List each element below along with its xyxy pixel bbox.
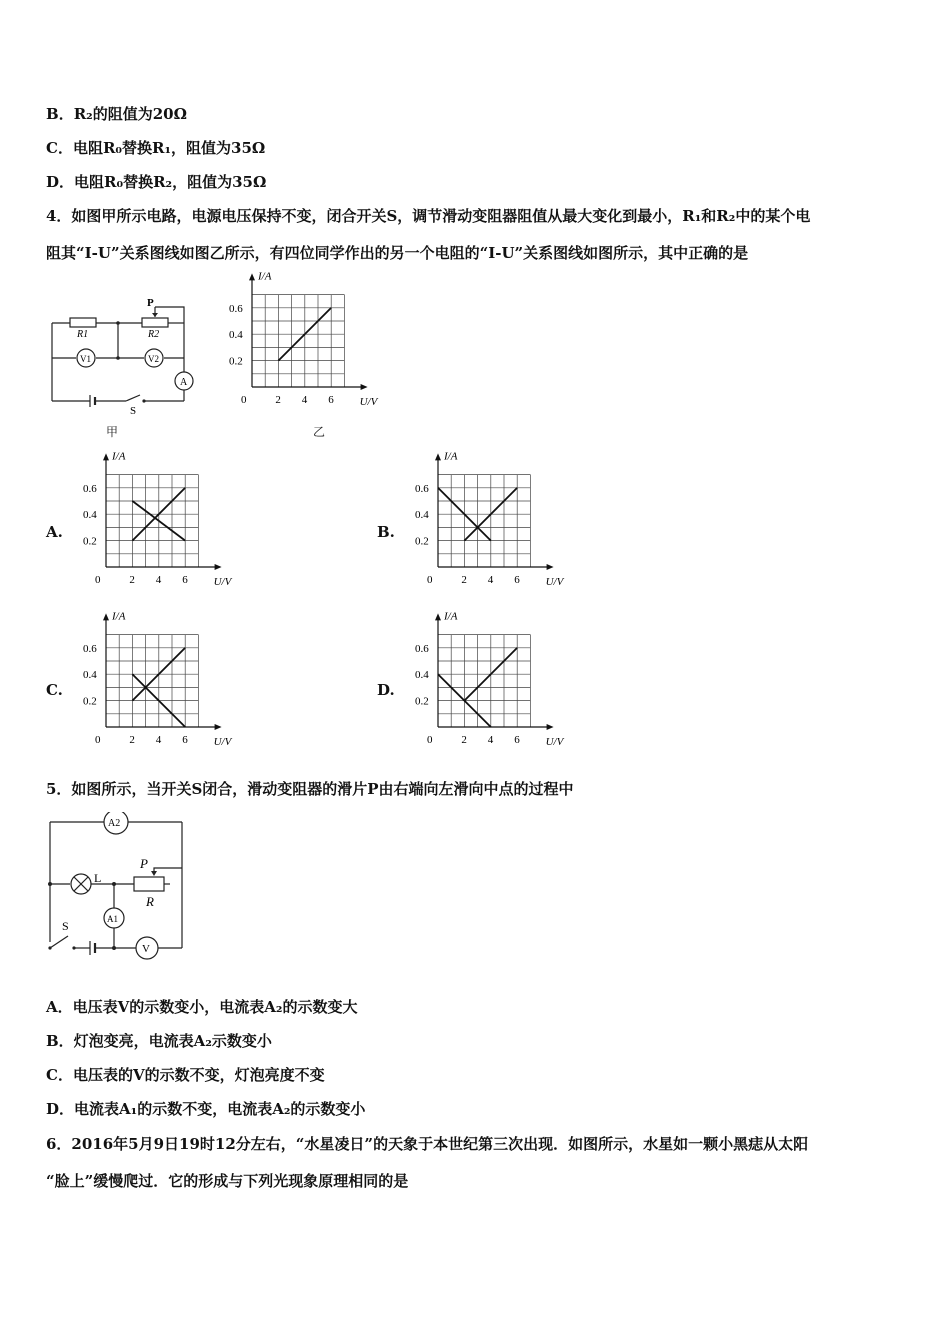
x-tick-label: 0 [95,574,101,586]
x-axis-label: U/V [545,736,564,748]
q4-option-d-label: D. [377,681,395,699]
label-v1: V1 [80,354,91,364]
x-tick-label: 6 [182,574,188,586]
x-tick-label: 0 [95,734,101,746]
iu-chart-C [80,612,240,752]
q4-stem-line2: 阻其“I-U”关系图线如图乙所示，有四位同学作出的另一个电阻的“I-U”关系图线如图所示，其中正确的是 [46,244,749,262]
y-tick-label: 0.2 [415,535,429,548]
q4-option-a-label: A. [46,523,63,541]
y-axis-label: I/A [258,272,272,283]
label-v: V [142,943,150,955]
label-s: S [62,919,69,933]
label-v2: V2 [148,354,159,364]
y-tick-label: 0.6 [415,482,429,495]
label-r1: R1 [77,329,89,340]
y-axis-arrow [103,613,109,620]
x-tick-label: 6 [514,734,520,746]
label-l: L [94,871,102,885]
x-axis-arrow [547,724,554,730]
y-axis-label: I/A [112,612,126,623]
y-tick-label: 0.2 [83,695,97,708]
iu-chart-D [412,612,572,752]
label-r2: R2 [148,329,160,340]
circuit-q5 [42,812,187,962]
q5-option-b: B．灯泡变亮，电流表A₂示数变小 [46,1032,272,1050]
x-axis-label: U/V [359,396,378,408]
q6-stem-line2: “脸上”缓慢爬过．它的形成与下列光现象原理相同的是 [46,1172,409,1190]
y-axis-arrow [103,453,109,460]
x-tick-label: 6 [182,734,188,746]
x-tick-label: 2 [461,574,467,586]
x-axis-arrow [215,564,222,570]
q4-option-c-label: C. [46,681,63,699]
q3-option-d: D．电阻R₀替换R₂，阻值为35Ω [46,173,267,191]
y-axis-label: I/A [444,612,458,623]
x-tick-label: 0 [427,734,433,746]
y-tick-label: 0.4 [415,509,429,522]
q6-stem-line1: 6．2016年5月9日19时12分左右，“水星凌日”的天象于本世纪第三次出现．如图所示，水星如一颗小黑痣从太阳 [46,1135,809,1153]
y-tick-label: 0.6 [83,642,97,655]
label-a: A [180,377,188,388]
q3-option-b: B．R₂的阻值为20Ω [46,105,187,123]
q4-option-b-label: B. [377,523,395,541]
y-axis-label: I/A [112,452,126,463]
y-tick-label: 0.4 [83,509,97,522]
q3-option-c: C．电阻R₀替换R₁，阻值为35Ω [46,139,266,157]
x-tick-label: 0 [427,574,433,586]
x-tick-label: 6 [514,574,520,586]
label-p: P [147,297,154,309]
label-s: S [130,405,137,416]
label-p: P [140,856,148,871]
label-r: R [146,894,154,909]
y-tick-label: 0.4 [83,669,97,682]
y-tick-label: 0.6 [229,302,243,315]
y-axis-label: I/A [444,452,458,463]
iu-chart-A [80,452,240,592]
y-tick-label: 0.2 [229,355,243,368]
iu-chart-B [412,452,572,592]
y-tick-label: 0.4 [415,669,429,682]
x-axis-arrow [361,384,368,390]
x-tick-label: 6 [328,394,334,406]
y-tick-label: 0.2 [83,535,97,548]
x-tick-label: 4 [155,734,162,746]
x-axis-label: U/V [213,736,232,748]
q5-stem: 5．如图所示，当开关S闭合，滑动变阻器的滑片P由右端向左滑向中点的过程中 [46,780,574,798]
x-tick-label: 4 [487,574,494,586]
circuit-jia [44,296,204,416]
y-axis-arrow [249,273,255,280]
x-tick-label: 0 [241,394,247,406]
x-axis-arrow [547,564,554,570]
x-axis-label: U/V [213,576,232,588]
x-tick-label: 2 [129,574,135,586]
y-axis-arrow [435,453,441,460]
q5-option-d: D．电流表A₁的示数不变，电流表A₂的示数变小 [46,1100,366,1118]
x-tick-label: 2 [275,394,281,406]
q5-option-a: A．电压表V的示数变小，电流表A₂的示数变大 [46,998,358,1016]
x-tick-label: 2 [129,734,135,746]
x-axis-arrow [215,724,222,730]
y-tick-label: 0.4 [229,329,243,342]
y-tick-label: 0.2 [415,695,429,708]
y-axis-arrow [435,613,441,620]
x-tick-label: 4 [487,734,494,746]
y-tick-label: 0.6 [415,642,429,655]
caption-yi: 乙 [313,425,326,439]
caption-jia: 甲 [106,425,119,439]
x-tick-label: 2 [461,734,467,746]
q4-stem-line1: 4．如图甲所示电路，电源电压保持不变，闭合开关S，调节滑动变阻器阻值从最大变化到最小，R₁和R₂中的某个电 [46,207,811,225]
x-axis-label: U/V [545,576,564,588]
x-tick-label: 4 [155,574,162,586]
q5-option-c: C．电压表的V的示数不变，灯泡亮度不变 [46,1066,325,1084]
iu-chart-乙 [226,272,386,412]
label-a1: A1 [107,914,118,924]
y-tick-label: 0.6 [83,482,97,495]
x-tick-label: 4 [301,394,308,406]
label-a2: A2 [108,818,121,829]
